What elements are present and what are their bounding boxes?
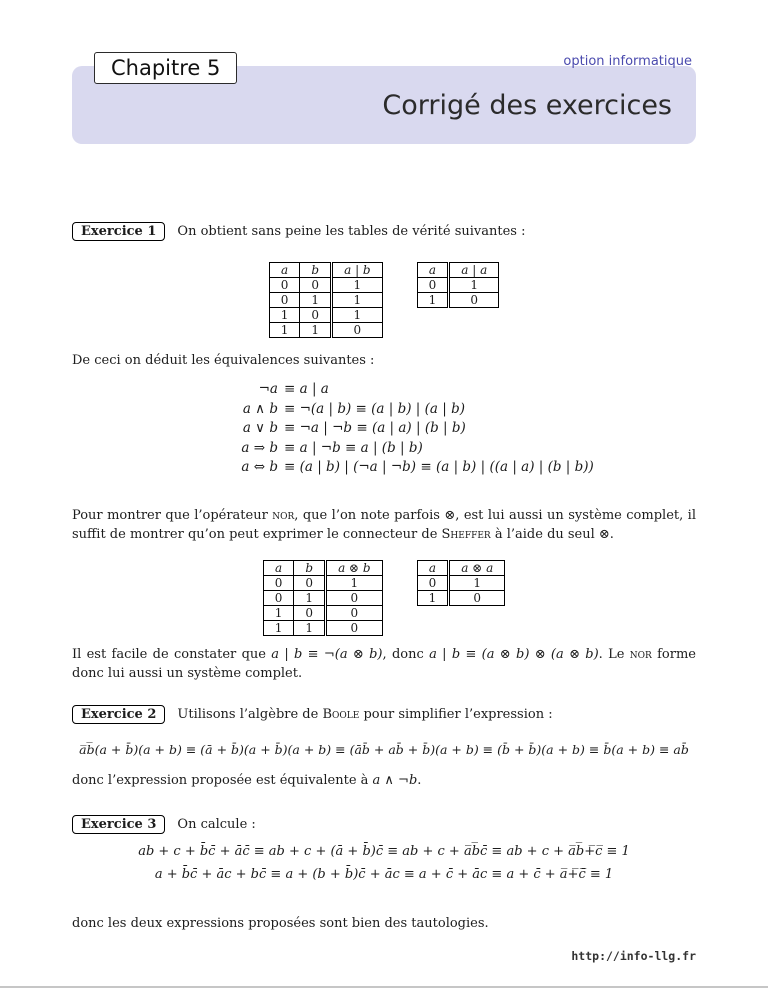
table-cell: 0 xyxy=(326,591,383,606)
equivalence-lhs: a ⇒ b xyxy=(241,439,278,456)
table-header-cell: a xyxy=(417,561,449,576)
equivalence-rhs: ≡ ¬a | ¬b ≡ (a | a) | (b | b) xyxy=(284,420,466,436)
paragraph-text: Utilisons l’algèbre de xyxy=(177,707,323,722)
paragraph-text: Pour montrer que l’opérateur xyxy=(72,508,273,523)
page-bottom-edge xyxy=(0,986,768,988)
table-cell: 0 xyxy=(269,278,300,293)
equivalence-list xyxy=(72,380,696,478)
table-cell: 0 xyxy=(263,576,294,591)
exercise2-intro xyxy=(177,707,552,722)
table-header-cell: a | b xyxy=(332,263,383,278)
equivalence-lhs: a ∨ b xyxy=(242,420,278,436)
equivalence-rhs: ≡ a | ¬b ≡ a | (b | b) xyxy=(284,439,423,456)
table-cell: 1 xyxy=(263,606,294,621)
table-cell: 1 xyxy=(417,293,449,308)
exercise2-derivation-wrap xyxy=(72,739,696,758)
boole-smallcaps: Boole xyxy=(322,707,360,722)
paragraph-text: Il est facile de constater que xyxy=(72,647,272,662)
table-header-cell: b xyxy=(300,263,332,278)
exercise3-header xyxy=(72,815,696,834)
table-cell: 1 xyxy=(294,591,326,606)
table-header-row xyxy=(417,561,505,576)
exercise2-conclusion xyxy=(72,771,696,790)
table-row xyxy=(269,278,382,293)
exercise2-derivation: a̅b̅(a + b̄)(a + b) ≡ (ā + b̄)(a + b̄)(a + b) ≡ (āb̄ + ab̄ + b̄)(a + b) ≡ (b̄ + b̄)(a + b) ≡ b̄(a + b) ≡ ab̄ xyxy=(79,742,689,757)
table-row xyxy=(263,606,382,621)
equivalence-lhs: a ⇔ b xyxy=(241,459,278,475)
table-cell: 1 xyxy=(269,323,300,338)
table-cell: 1 xyxy=(332,308,383,323)
paragraph-text: forme donc lui aussi un système complet. xyxy=(72,647,696,681)
table-cell: 1 xyxy=(449,278,499,293)
exercise3-derivation-line1: ab + c + b̄c̄ + āc̄ ≡ ab + c + (ā + b̄)c̄ ≡ ab + c + a̅b̅c̄ ≡ ab + c + a̅b̅+̅c̅ ≡ 1 xyxy=(138,844,630,859)
table-cell: 0 xyxy=(326,606,383,621)
nor-truth-tables xyxy=(72,560,696,636)
deduction-intro: De ceci on déduit les équivalences suivantes : xyxy=(72,353,375,368)
table-header-cell: b xyxy=(294,561,326,576)
table-row xyxy=(417,576,505,591)
table-cell: 0 xyxy=(294,576,326,591)
table-cell: 0 xyxy=(417,576,449,591)
equivalence-rhs: ≡ (a | b) | (¬a | ¬b) ≡ (a | b) | ((a | a) | (b | b)) xyxy=(284,459,594,475)
equivalence-lhs: ¬a xyxy=(258,381,278,397)
table-header-cell: a | a xyxy=(449,263,499,278)
truth-table-a-nand-b xyxy=(269,262,383,338)
footer-url[interactable]: http://info-llg.fr xyxy=(571,949,696,963)
table-cell: 0 xyxy=(326,621,383,636)
table-cell: 1 xyxy=(269,308,300,323)
paragraph-text: donc l’expression proposée est équivalente à xyxy=(72,773,373,788)
truth-table-a-nand-a xyxy=(417,262,500,308)
table-header-cell: a ⊗ b xyxy=(326,561,383,576)
table-row xyxy=(263,576,382,591)
table-cell: 1 xyxy=(300,293,332,308)
chapter-label: Chapitre 5 xyxy=(94,52,237,84)
nor-smallcaps: nor xyxy=(272,508,295,523)
table-cell: 0 xyxy=(294,606,326,621)
table-header-row xyxy=(417,263,499,278)
table-cell: 0 xyxy=(417,278,449,293)
table-cell: 1 xyxy=(449,576,505,591)
table-row xyxy=(269,308,382,323)
table-cell: 0 xyxy=(332,323,383,338)
table-cell: 1 xyxy=(294,621,326,636)
exercise1-intro: On obtient sans peine les tables de vérité suivantes : xyxy=(177,224,526,239)
exercise2-label: Exercice 2 xyxy=(72,705,165,724)
paragraph-text: , donc xyxy=(382,647,430,662)
exercise3-derivation-line2: a + b̄c̄ + āc + bc̄ ≡ a + (b + b̄)c̄ + āc ≡ a + c̄ + āc ≡ a + c̄ + a̅+̅c̄̅ ≡ 1 xyxy=(154,867,614,882)
paragraph-text: . xyxy=(417,773,422,788)
table-header-cell: a xyxy=(269,263,300,278)
exercise3-derivations xyxy=(72,844,696,882)
exercise3-conclusion: donc les deux expressions proposées sont bien des tautologies. xyxy=(72,916,489,931)
table-cell: 0 xyxy=(300,278,332,293)
table-cell: 0 xyxy=(449,591,505,606)
table-row xyxy=(269,323,382,338)
table-cell: 0 xyxy=(263,591,294,606)
table-header-row xyxy=(263,561,382,576)
table-cell: 0 xyxy=(269,293,300,308)
table-row xyxy=(263,621,382,636)
table-row xyxy=(269,293,382,308)
exercise3-label: Exercice 3 xyxy=(72,815,165,834)
table-cell: 1 xyxy=(263,621,294,636)
table-cell: 1 xyxy=(332,293,383,308)
truth-table-a-nor-b xyxy=(263,560,383,636)
equivalence-rhs: ≡ a | a xyxy=(284,381,329,397)
inline-math: a ∧ ¬b xyxy=(372,773,418,788)
equivalence-lhs: a ∧ b xyxy=(242,400,278,417)
equivalence-rhs: ≡ ¬(a | b) ≡ (a | b) | (a | b) xyxy=(284,400,466,417)
table-row xyxy=(417,591,505,606)
page-title: Corrigé des exercices xyxy=(382,90,672,121)
table-header-cell: a xyxy=(263,561,294,576)
option-informatique-label: option informatique xyxy=(563,54,692,69)
table-cell: 1 xyxy=(417,591,449,606)
truth-table-a-nor-a xyxy=(417,560,506,606)
exercise2-header xyxy=(72,705,696,724)
paragraph-text: pour simplifier l’expression : xyxy=(359,707,553,722)
table-cell: 0 xyxy=(300,308,332,323)
paragraph-text: , que l’on note parfois ⊗, est lui aussi un système complet, il suffit de montrer qu’on peut exprimer le connecteur de xyxy=(72,508,696,542)
table-row xyxy=(263,591,382,606)
table-row xyxy=(417,293,499,308)
exercise1-label: Exercice 1 xyxy=(72,222,165,241)
table-row xyxy=(417,278,499,293)
nor-paragraph xyxy=(72,506,696,544)
table-cell: 0 xyxy=(449,293,499,308)
table-header-cell: a ⊗ a xyxy=(449,561,505,576)
sheffer-truth-tables xyxy=(72,262,696,338)
inline-math: a | b ≡ ¬(a ⊗ b) xyxy=(271,647,383,662)
exercise1-conclusion xyxy=(72,645,696,683)
paragraph-text: . Le xyxy=(598,647,630,662)
inline-math: a | b ≡ (a ⊗ b) ⊗ (a ⊗ b) xyxy=(429,647,599,662)
table-header-cell: a xyxy=(417,263,449,278)
paragraph-text: à l’aide du seul ⊗. xyxy=(490,527,614,542)
table-cell: 1 xyxy=(326,576,383,591)
exercise1-header xyxy=(72,222,696,241)
table-cell: 1 xyxy=(332,278,383,293)
sheffer-smallcaps: Sheffer xyxy=(441,527,491,542)
nor-smallcaps: nor xyxy=(629,647,652,662)
table-cell: 1 xyxy=(300,323,332,338)
table-header-row xyxy=(269,263,382,278)
exercise3-intro: On calcule : xyxy=(177,817,256,832)
